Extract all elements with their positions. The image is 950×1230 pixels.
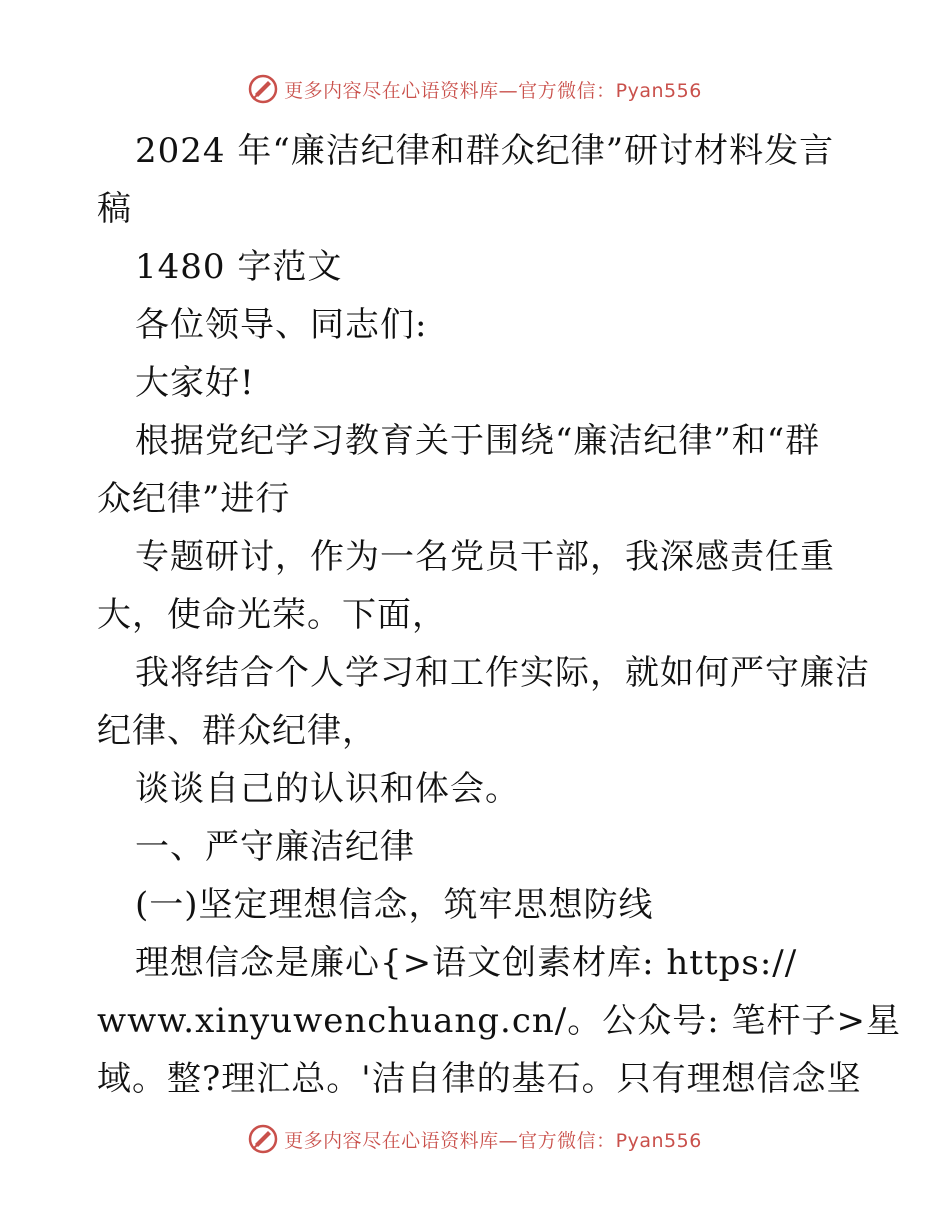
text-line: 专题研讨，作为一名党员干部，我深感责任重	[135, 537, 835, 577]
text-line: 1480 字范文	[135, 247, 343, 287]
text-line: 理想信念是廉心{>语文创素材库: https://	[135, 943, 798, 983]
text-line: 大家好!	[135, 363, 255, 403]
text-line: 根据党纪学习教育关于围绕“廉洁纪律”和“群	[135, 421, 821, 461]
document-body	[97, 122, 901, 1108]
text-line: 域。整?理汇总。'洁自律的基石。只有理想信念坚	[97, 1059, 862, 1099]
text-line: 大，使命光荣。下面，	[97, 595, 447, 635]
text-line: (一)坚定理想信念，筑牢思想防线	[135, 885, 654, 925]
text-line: 众纪律”进行	[97, 479, 291, 519]
text-line: 各位领导、同志们:	[135, 305, 428, 345]
header-watermark	[0, 69, 950, 109]
logo-icon	[248, 74, 278, 104]
text-line: 一、严守廉洁纪律	[135, 827, 415, 867]
watermark-text: 更多内容尽在心语资料库—官方微信：Pyan556	[284, 1129, 702, 1152]
text-line: 稿	[97, 189, 132, 229]
logo-icon	[248, 1124, 278, 1154]
text-line: 纪律、群众纪律，	[97, 711, 377, 751]
text-line: www.xinyuwenchuang.cn/。公众号: 笔杆子>星	[97, 1001, 901, 1041]
text-line: 我将结合个人学习和工作实际，就如何严守廉洁	[135, 653, 870, 693]
watermark-text: 更多内容尽在心语资料库—官方微信：Pyan556	[284, 79, 702, 102]
text-line: 谈谈自己的认识和体会。	[135, 769, 520, 809]
footer-watermark	[0, 1119, 950, 1159]
text-line: 2024 年“廉洁纪律和群众纪律”研讨材料发言	[135, 131, 835, 171]
